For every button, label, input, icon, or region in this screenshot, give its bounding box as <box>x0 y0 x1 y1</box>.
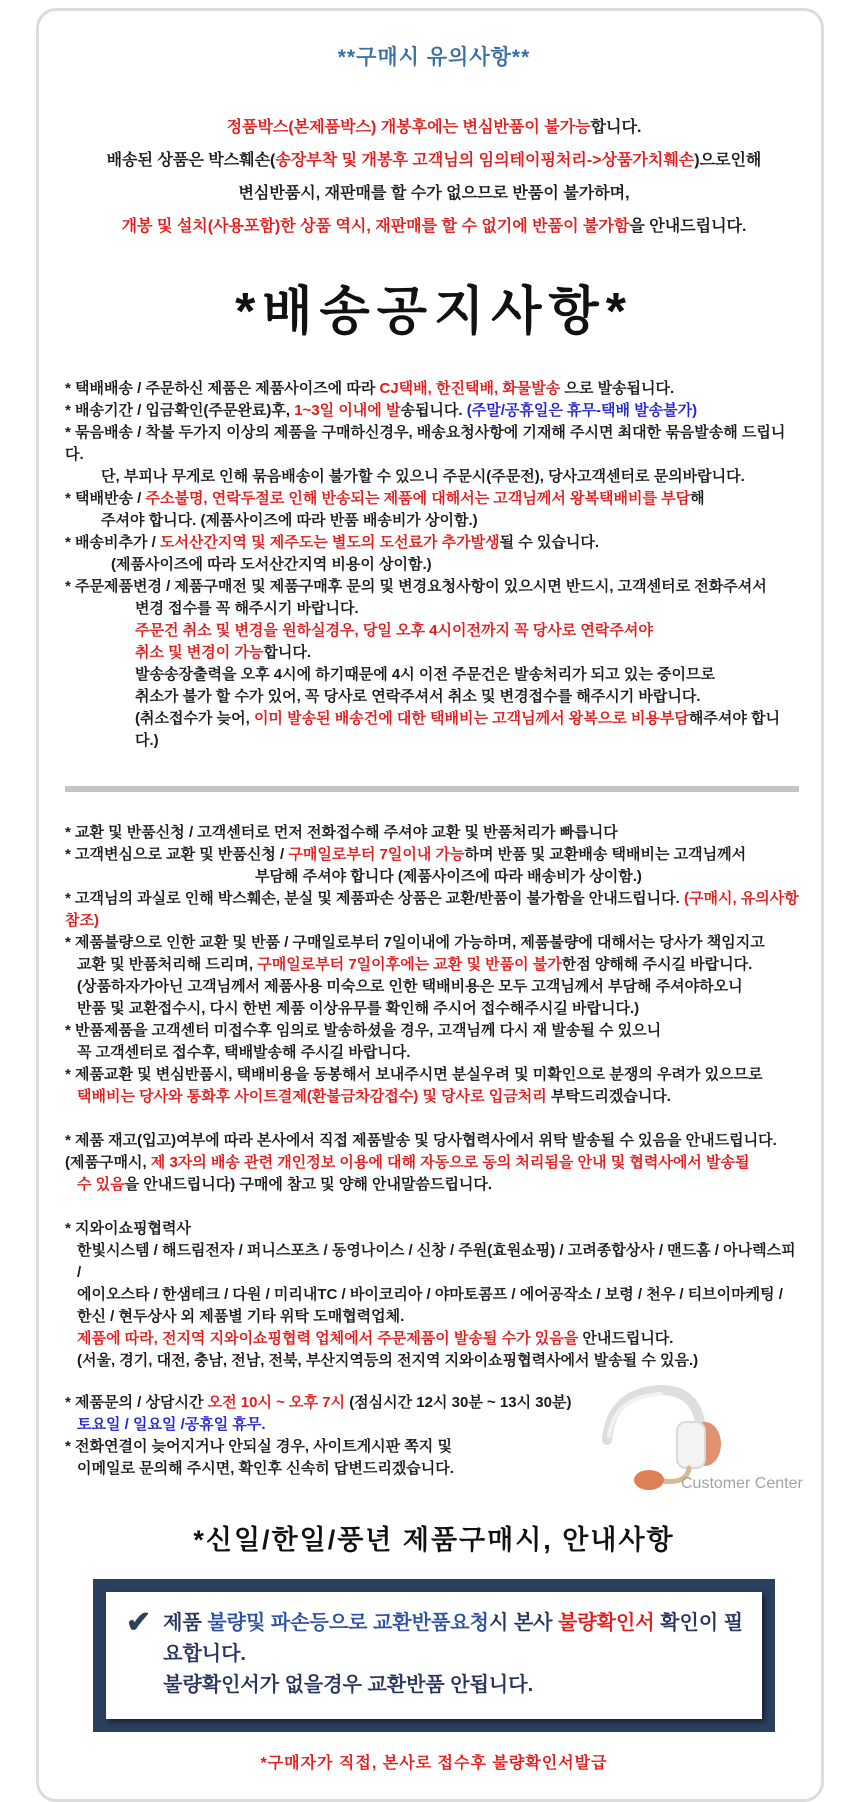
text-segment: 단, 부피나 무게로 인해 묶음배송이 불가할 수 있으니 주문시(주문전), 당사고객센터로 문의바랍니다. <box>101 468 745 485</box>
text-segment: * 주문제품변경 / 제품구매전 및 제품구매후 문의 및 변경요청사항이 있으시면 반드시, 고객센터로 전화주셔서 <box>65 578 767 595</box>
shipping-notice-title: *배송공지사항* <box>235 283 633 341</box>
text-segment: * 택배배송 / 주문하신 제품은 제품사이즈에 따라 <box>65 380 380 397</box>
defect-confirmation-warning-box <box>93 1579 775 1732</box>
text-segment: 해주셔야 합니다.) <box>135 710 780 749</box>
notice-card <box>36 8 824 1802</box>
text-line <box>135 598 803 620</box>
text-line <box>77 1350 803 1372</box>
text-segment: 부탁드리겠습니다. <box>550 1088 671 1105</box>
text-segment: * 고객변심으로 교환 및 반품신청 / <box>65 846 289 863</box>
text-line <box>65 888 803 932</box>
text-segment: 하며 반품 및 교환배송 택배비는 고객님께서 <box>464 846 747 863</box>
text-line <box>135 686 803 708</box>
customer-center-headset-icon <box>573 1374 809 1500</box>
text-segment: 될 수 있습니다. <box>499 534 600 551</box>
text-segment: (취소접수가 늦어, <box>135 710 254 727</box>
text-segment: 불량확인서가 없을경우 교환반품 안됩니다. <box>163 1674 534 1696</box>
text-segment: * 제품 재고(입고)여부에 따라 본사에서 직접 제품발송 및 당사협력사에서 위탁 발송될 수 있음을 안내드립니다. <box>65 1132 777 1149</box>
text-line <box>135 642 803 664</box>
text-segment: 취소 및 변경이 가능 <box>135 644 264 661</box>
text-line <box>77 954 803 976</box>
shipping-info-list <box>65 378 803 752</box>
purchase-caution-paragraph <box>65 111 803 243</box>
text-line <box>77 1284 803 1306</box>
text-segment: 합니다. <box>263 644 312 661</box>
section-divider <box>65 786 799 792</box>
text-line <box>135 708 803 752</box>
text-line <box>65 144 803 177</box>
text-segment: 구매일로부터 7일이내 가능 <box>288 846 465 863</box>
text-line <box>163 1670 748 1701</box>
text-segment: (상품하자가아닌 고객님께서 제품사용 미숙으로 인한 택배비용은 모두 고객님께서 부담해 주셔야하오니 <box>77 978 743 995</box>
text-line <box>163 1608 748 1670</box>
text-line <box>77 998 803 1020</box>
brand-purchase-notice-title: *신일/한일/풍년 제품구매시, 안내사항 <box>193 1525 675 1555</box>
text-line <box>77 1328 803 1350</box>
text-segment: (점심시간 12시 30분 ~ 13시 30분) <box>349 1394 572 1411</box>
text-segment: 으로 발송됩니다. <box>564 380 675 397</box>
text-segment: )으로인해 <box>694 152 762 169</box>
defect-confirmation-footnote: *구매자가 직접, 본사로 접수후 불량확인서발급 <box>260 1755 608 1772</box>
text-line <box>65 1152 803 1174</box>
warning-box-inner <box>106 1592 762 1719</box>
text-segment: * 배송기간 / 입금확인(주문완료)후, <box>65 402 295 419</box>
text-segment: 송됩니다. <box>400 402 467 419</box>
text-line <box>255 866 803 888</box>
text-segment: 변심반품시, 재판매를 할 수가 없으므로 반품이 불가하며, <box>238 185 630 202</box>
text-segment: 수 있음 <box>77 1176 125 1193</box>
text-line <box>101 466 803 488</box>
text-segment: 이메일로 문의해 주시면, 확인후 신속히 답변드리겠습니다. <box>77 1460 454 1477</box>
text-segment: 불량및 파손등으로 교환반품요청 <box>207 1612 489 1634</box>
purchase-caution-title: **구매시 유의사항** <box>337 46 531 69</box>
text-segment: * 배송비추가 / <box>65 534 160 551</box>
text-segment: 한점 양해해 주시길 바랍니다. <box>561 956 753 973</box>
text-segment: (구매시, 유의사항 참조) <box>65 890 799 929</box>
text-line <box>111 554 803 576</box>
text-segment: 취소가 불가 할 수가 있어, 꼭 당사로 연락주셔서 취소 및 변경접수를 해주시기 바랍니다. <box>135 688 701 705</box>
text-segment: * 택배반송 / <box>65 490 146 507</box>
text-segment: 토요일 / 일요일 /공휴일 휴무. <box>77 1416 266 1433</box>
customer-contact-info <box>65 1392 803 1504</box>
text-segment: 에이오스타 / 한샘테크 / 다원 / 미리내TC / 바이코리아 / 야마토콤프 / 에어공작소 / 보령 / 천우 / 티브이마케팅 / <box>77 1286 783 1303</box>
text-line <box>65 111 803 144</box>
text-segment: 송장부착 및 개봉후 고객님의 임의테이핑처리->상품가치훼손 <box>275 152 695 169</box>
text-segment: 한빛시스템 / 해드림전자 / 퍼니스포츠 / 동영나이스 / 신창 / 주원(효원쇼핑) / 고려종합상사 / 맨드홈 / 아나렉스피 / <box>77 1242 796 1281</box>
text-segment: * 고객님의 과실로 인해 박스훼손, 분실 및 제품파손 상품은 교환/반품이 불가함을 안내드립니다. <box>65 890 684 907</box>
text-segment: 주셔야 합니다. (제품사이즈에 따라 반품 배송비가 상이함.) <box>101 512 478 529</box>
text-line <box>65 1218 803 1240</box>
text-line <box>65 576 803 598</box>
stock-dispatch-notice <box>65 1130 803 1196</box>
text-segment: 주문건 취소 및 변경을 원하실경우, 당일 오후 4시이전까지 꼭 당사로 연락주셔야 <box>135 622 653 639</box>
text-segment: 부담해 주셔야 합니다 (제품사이즈에 따라 배송비가 상이함.) <box>255 868 642 885</box>
text-line <box>77 1086 803 1108</box>
text-segment: (서울, 경기, 대전, 충남, 전남, 전북, 부산지역등의 전지역 지와이쇼핑협력사에서 발송될 수 있음.) <box>77 1352 699 1369</box>
text-segment: 개봉 및 설치(사용포함)한 상품 역시, 재판매를 할 수 없기에 반품이 불가함 <box>121 218 630 235</box>
text-segment: 제품 <box>163 1612 208 1634</box>
text-line <box>65 422 803 466</box>
text-segment: 확인이 필요합니다. <box>163 1612 744 1665</box>
customer-center-label: Customer Center <box>681 1475 803 1492</box>
text-segment: * 제품문의 / 상담시간 <box>65 1394 208 1411</box>
text-line <box>77 1042 803 1064</box>
text-segment: 을 안내드립니다. <box>629 218 747 235</box>
text-segment: * 반품제품을 고객센터 미접수후 임의로 발송하셨을 경우, 고객님께 다시 재 발송될 수 있으니 <box>65 1022 662 1039</box>
text-segment: * 전화연결이 늦어지거나 안되실 경우, 사이트게시판 쪽지 및 <box>65 1438 452 1455</box>
text-segment: 이미 발송된 배송건에 대한 택배비는 고객님께서 왕복으로 비용부담 <box>253 710 689 727</box>
text-segment: 합니다. <box>590 119 642 136</box>
partner-companies-list <box>65 1218 803 1372</box>
text-segment: (제품사이즈에 따라 도서산간지역 비용이 상이함.) <box>111 556 432 573</box>
text-segment: 해 <box>690 490 705 507</box>
text-segment: 시 본사 <box>488 1612 559 1634</box>
text-segment: 교환 및 반품처리해 드리며, <box>77 956 258 973</box>
text-line <box>65 532 803 554</box>
text-segment: 제 3자의 배송 관련 개인정보 이용에 대해 자동으로 동의 처리됨을 안내 및 협력사에서 발송될 <box>150 1154 750 1171</box>
text-line <box>65 378 803 400</box>
text-segment: 한신 / 현두상사 외 제품별 기타 위탁 도매협력업체. <box>77 1308 405 1325</box>
text-segment: 택배비는 당사와 통화후 사이트결제(환불금차감접수) 및 당사로 입금처리 <box>77 1088 551 1105</box>
text-line <box>135 620 803 642</box>
text-line <box>65 488 803 510</box>
text-segment: 구매일로부터 7일이후에는 교환 및 반품이 불가 <box>257 956 562 973</box>
text-segment: 제품에 따라, 전지역 지와이쇼핑협력 업체에서 주문제품이 발송될 수가 있음을 <box>77 1330 583 1347</box>
text-segment: 정품박스(본제품박스) 개봉후에는 변심반품이 불가능 <box>226 119 591 136</box>
text-line <box>65 400 803 422</box>
text-segment: 변경 접수를 꼭 해주시기 바랍니다. <box>135 600 359 617</box>
exchange-return-list <box>65 822 803 1108</box>
text-segment: 주소불명, 연락두절로 인해 반송되는 제품에 대해서는 고객님께서 왕복택배비를 부담 <box>145 490 691 507</box>
text-line <box>65 1130 803 1152</box>
text-line <box>77 1174 803 1196</box>
text-segment: CJ택배, 한진택배, 화물발송 <box>379 380 565 397</box>
check-icon: ✔ <box>126 1606 152 1639</box>
text-segment: * 제품불량으로 인한 교환 및 반품 / 구매일로부터 7일이내에 가능하며, 제품불량에 대해서는 당사가 책임지고 <box>65 934 765 951</box>
text-line <box>65 932 803 954</box>
text-segment: 불량확인서 <box>558 1612 655 1634</box>
text-line <box>65 177 803 210</box>
text-segment: 꼭 고객센터로 접수후, 택배발송해 주시길 바랍니다. <box>77 1044 411 1061</box>
text-segment: 배송된 상품은 박스훼손( <box>106 152 276 169</box>
text-segment: 반품 및 교환접수시, 다시 한번 제품 이상유무를 확인해 주시어 접수해주시길 바랍니다.) <box>77 1000 640 1017</box>
text-line <box>101 510 803 532</box>
text-line <box>135 664 803 686</box>
text-segment: * 제품교환 및 변심반품시, 택배비용을 동봉해서 보내주시면 분실우려 및 미확인으로 분쟁의 우려가 있으므로 <box>65 1066 763 1083</box>
text-segment: 1~3일 이내에 발 <box>294 402 401 419</box>
text-segment: (제품구매시, <box>65 1154 151 1171</box>
text-line <box>65 210 803 243</box>
text-line <box>65 1064 803 1086</box>
text-segment: 안내드립니다. <box>582 1330 674 1347</box>
warning-box-text <box>163 1608 748 1701</box>
text-segment: 도서산간지역 및 제주도는 별도의 도선료가 추가발생 <box>159 534 500 551</box>
text-segment: (주말/공휴일은 휴무-택배 발송불가) <box>466 402 698 419</box>
text-segment: * 묶음배송 / 착불 두가지 이상의 제품을 구매하신경우, 배송요청사항에 기재해 주시면 최대한 묶음발송해 드립니다. <box>65 424 786 463</box>
text-line <box>65 822 803 844</box>
text-line <box>77 1240 803 1284</box>
text-line <box>77 1306 803 1328</box>
text-line <box>65 844 803 866</box>
text-segment: 오전 10시 ~ 오후 7시 <box>207 1394 350 1411</box>
text-segment: * 지와이쇼핑협력사 <box>65 1220 191 1237</box>
text-segment: * 교환 및 반품신청 / 고객센터로 먼저 전화접수해 주셔야 교환 및 반품처리가 빠릅니다 <box>65 824 618 841</box>
text-line <box>77 976 803 998</box>
text-line <box>65 1020 803 1042</box>
text-segment: 을 안내드립니다) 구매에 참고 및 양해 안내말씀드립니다. <box>124 1176 493 1193</box>
text-segment: 발송송장출력을 오후 4시에 하기때문에 4시 이전 주문건은 발송처리가 되고 있는 중이므로 <box>135 666 716 683</box>
